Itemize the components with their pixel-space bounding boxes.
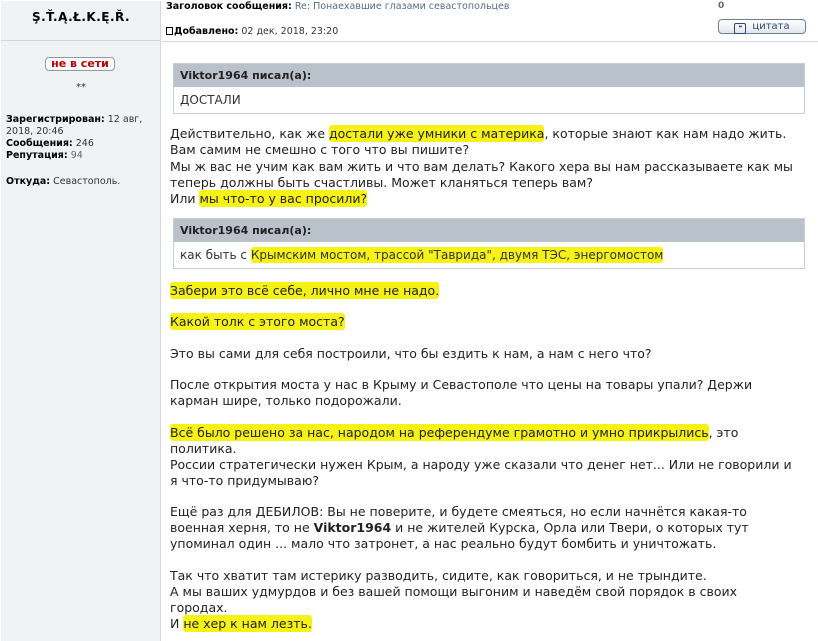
- bold-username: Viktor1964: [313, 520, 392, 535]
- quote-button-label: цитата: [752, 21, 790, 32]
- body-line: [170, 520, 810, 536]
- author-panel: [1, 1, 161, 641]
- body-line: [170, 126, 810, 142]
- post-content-area: [162, 1, 818, 641]
- body-line: политика.: [170, 441, 237, 456]
- quote-author: Viktor1964 писал(а):: [174, 219, 804, 242]
- quote-author: Viktor1964 писал(а):: [174, 64, 804, 87]
- added-label: Добавлено:: [174, 26, 239, 37]
- author-username[interactable]: Ş.Ť.Ą.Ł.K.Ę.Ř.: [31, 10, 131, 24]
- highlighted-text: не хер к нам лезть.: [183, 616, 312, 631]
- body-line: [170, 314, 810, 330]
- body-line: [170, 283, 810, 299]
- quote-block-2: [173, 218, 805, 269]
- body-line: России стратегически нужен Крым, а народу уже сказали что денег нет... Или не говорили и: [170, 457, 792, 472]
- body-line: городах.: [170, 600, 228, 615]
- body-line: Это вы сами для себя построили, что бы ездить к нам, а нам с него что?: [170, 346, 652, 361]
- text-segment: и не жителей Курска, Орла или Твери, о которых тут: [391, 520, 749, 535]
- reputation-label: Репутация:: [6, 150, 68, 161]
- from-value: Севастополь.: [53, 176, 121, 187]
- posts-value: 246: [75, 138, 94, 149]
- author-header: [1, 1, 160, 41]
- body-line: [170, 616, 810, 632]
- body-line: карман шире, только подорожали.: [170, 393, 402, 408]
- quote-block-1: [173, 63, 805, 114]
- author-rank: **: [76, 82, 86, 93]
- body-line: А мы ваших удмурдов и без вашей помощи выгоним и наведём свой порядок в своих: [170, 584, 738, 599]
- post-date: [166, 26, 338, 37]
- text-segment: как быть с: [180, 248, 251, 262]
- text-segment: военная херня, то не: [170, 520, 314, 535]
- body-line: теперь должны быть счастливы. Может кланяться теперь вам?: [170, 175, 593, 190]
- post-subject: [166, 1, 526, 13]
- registered-label: Зарегистрирован:: [6, 114, 105, 125]
- body-line: [170, 191, 810, 207]
- text-segment: И: [170, 616, 184, 631]
- post-counter: 0: [718, 1, 725, 11]
- body-line: После открытия моста у нас в Крыму и Севастополе что цены на товары упали? Держи: [170, 377, 753, 392]
- text-segment: , которые знают как нам надо жить.: [544, 126, 787, 141]
- added-value: 02 дек, 2018, 23:20: [241, 26, 339, 37]
- text-segment: Действительно, как же: [170, 126, 329, 141]
- online-status-badge: не в сети: [45, 57, 115, 71]
- text-segment: Или: [170, 191, 200, 206]
- body-line: [170, 425, 810, 441]
- highlighted-text: Крымским мостом, трассой "Таврида", двумя ТЭС, энергомостом: [250, 248, 664, 262]
- highlighted-text: достали уже умники с материка: [328, 126, 545, 141]
- post-header: [162, 1, 818, 42]
- posts-label: Сообщения:: [6, 138, 73, 149]
- body-line: Ещё раз для ДЕБИЛОВ: Вы не поверите, и будете смеяться, но если начнётся какая-то: [170, 504, 747, 519]
- body-line: я что-то придумываю?: [170, 473, 319, 488]
- quote-text: ДОСТАЛИ: [180, 93, 241, 107]
- registered-value: 12 авг, 2018, 20:46: [6, 114, 143, 137]
- body-line: Так что хватит там истерику разводить, сидите, как говориться, и не трындите.: [170, 568, 707, 583]
- quote-text: [174, 242, 804, 268]
- body-line: Вам самим не смешно с того что вы пишите?: [170, 142, 470, 157]
- quote-icon: ❝: [734, 23, 746, 34]
- post-link-icon[interactable]: [166, 27, 173, 35]
- highlighted-text: Забери это всё себе, лично мне не надо.: [170, 283, 440, 298]
- highlighted-text: Всё было решено за нас, народом на референдуме грамотно и умно прикрылись: [170, 425, 709, 440]
- reputation-value[interactable]: 94: [70, 150, 83, 161]
- from-label: Откуда:: [6, 176, 51, 187]
- subject-value[interactable]: Re: Понаехавшие глазами севастопольцев: [294, 1, 510, 12]
- highlighted-text: Какой толк с этого моста?: [170, 314, 345, 329]
- subject-label: Заголовок сообщения:: [166, 1, 292, 12]
- quote-button[interactable]: [718, 19, 806, 34]
- text-segment: , это: [708, 425, 739, 440]
- author-profile-info: [6, 114, 158, 188]
- highlighted-text: мы что-то у вас просили?: [199, 191, 368, 206]
- body-line: Мы ж вас не учим как вам жить и что вам делать? Какого хера вы нам рассказываете как мы: [170, 159, 793, 174]
- body-line: упоминал один ... мало что затронет, а нас реально будут бомбить и уничтожать.: [170, 536, 717, 551]
